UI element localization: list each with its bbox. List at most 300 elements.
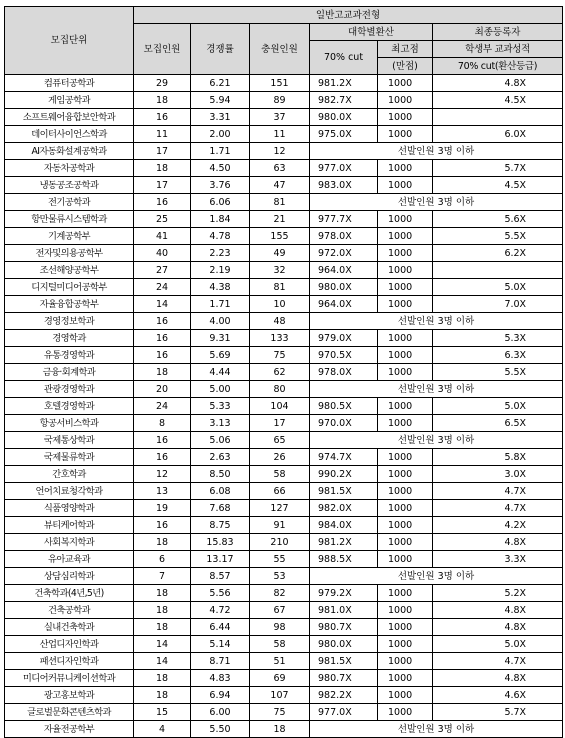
max-cell: 1000 bbox=[378, 415, 433, 432]
ratio-cell: 5.33 bbox=[191, 398, 250, 415]
table-row bbox=[5, 364, 563, 381]
cut70-cell: 970.0X bbox=[310, 415, 378, 432]
max-cell: 1000 bbox=[378, 704, 433, 721]
cut70-cell: 981.5X bbox=[310, 483, 378, 500]
max-cell: 1000 bbox=[378, 517, 433, 534]
header-max-line2: (만점) bbox=[378, 58, 433, 75]
max-cell: 1000 bbox=[378, 330, 433, 347]
quota-cell: 24 bbox=[134, 398, 191, 415]
note-cell: 선발인원 3명 이하 bbox=[310, 313, 563, 330]
table-row bbox=[5, 228, 563, 245]
ratio-cell: 2.19 bbox=[191, 262, 250, 279]
dept-cell: 산업디자인학과 bbox=[5, 636, 134, 653]
ratio-cell: 6.44 bbox=[191, 619, 250, 636]
quota-cell: 27 bbox=[134, 262, 191, 279]
final-cut-cell: 4.7X bbox=[433, 653, 563, 670]
table-row bbox=[5, 687, 563, 704]
max-cell: 1000 bbox=[378, 109, 433, 126]
max-cell: 1000 bbox=[378, 262, 433, 279]
final-cut-cell: 4.8X bbox=[433, 75, 563, 92]
dept-cell: 유아교육과 bbox=[5, 551, 134, 568]
max-cell: 1000 bbox=[378, 534, 433, 551]
table-row bbox=[5, 415, 563, 432]
filled-cell: 69 bbox=[250, 670, 310, 687]
filled-cell: 98 bbox=[250, 619, 310, 636]
quota-cell: 16 bbox=[134, 194, 191, 211]
max-cell: 1000 bbox=[378, 92, 433, 109]
ratio-cell: 2.00 bbox=[191, 126, 250, 143]
final-cut-cell: 5.2X bbox=[433, 585, 563, 602]
max-cell: 1000 bbox=[378, 398, 433, 415]
cut70-cell: 972.0X bbox=[310, 245, 378, 262]
cut70-cell: 981.2X bbox=[310, 534, 378, 551]
max-cell: 1000 bbox=[378, 364, 433, 381]
admissions-table-container bbox=[4, 6, 563, 738]
table-row bbox=[5, 262, 563, 279]
note-cell: 선발인원 3명 이하 bbox=[310, 194, 563, 211]
ratio-cell: 6.94 bbox=[191, 687, 250, 704]
ratio-cell: 1.71 bbox=[191, 296, 250, 313]
filled-cell: 155 bbox=[250, 228, 310, 245]
ratio-cell: 5.50 bbox=[191, 721, 250, 738]
ratio-cell: 4.50 bbox=[191, 160, 250, 177]
cut70-cell: 982.2X bbox=[310, 687, 378, 704]
dept-cell: 컴퓨터공학과 bbox=[5, 75, 134, 92]
cut70-cell: 980.0X bbox=[310, 636, 378, 653]
table-row bbox=[5, 347, 563, 364]
quota-cell: 18 bbox=[134, 534, 191, 551]
cut70-cell: 977.0X bbox=[310, 160, 378, 177]
cut70-cell: 982.7X bbox=[310, 92, 378, 109]
quota-cell: 6 bbox=[134, 551, 191, 568]
quota-cell: 14 bbox=[134, 653, 191, 670]
quota-cell: 4 bbox=[134, 721, 191, 738]
ratio-cell: 3.13 bbox=[191, 415, 250, 432]
ratio-cell: 3.76 bbox=[191, 177, 250, 194]
max-cell: 1000 bbox=[378, 75, 433, 92]
final-cut-cell: 4.7X bbox=[433, 500, 563, 517]
filled-cell: 48 bbox=[250, 313, 310, 330]
filled-cell: 12 bbox=[250, 143, 310, 160]
ratio-cell: 2.23 bbox=[191, 245, 250, 262]
table-row bbox=[5, 126, 563, 143]
cut70-cell: 979.0X bbox=[310, 330, 378, 347]
admissions-results-table bbox=[4, 6, 563, 738]
table-row bbox=[5, 534, 563, 551]
dept-cell: 유통경영학과 bbox=[5, 347, 134, 364]
max-cell: 1000 bbox=[378, 296, 433, 313]
final-cut-cell bbox=[433, 262, 563, 279]
quota-cell: 25 bbox=[134, 211, 191, 228]
table-row bbox=[5, 313, 563, 330]
max-cell: 1000 bbox=[378, 466, 433, 483]
final-cut-cell: 3.3X bbox=[433, 551, 563, 568]
quota-cell: 20 bbox=[134, 381, 191, 398]
dept-cell: 상담심리학과 bbox=[5, 568, 134, 585]
header-converted: 대학별환산 bbox=[310, 24, 433, 41]
cut70-cell: 980.7X bbox=[310, 670, 378, 687]
ratio-cell: 8.57 bbox=[191, 568, 250, 585]
dept-cell: 경영정보학과 bbox=[5, 313, 134, 330]
dept-cell: 호텔경영학과 bbox=[5, 398, 134, 415]
cut70-cell: 988.5X bbox=[310, 551, 378, 568]
max-cell: 1000 bbox=[378, 602, 433, 619]
dept-cell: 항공서비스학과 bbox=[5, 415, 134, 432]
filled-cell: 58 bbox=[250, 466, 310, 483]
dept-cell: 사회복지학과 bbox=[5, 534, 134, 551]
note-cell: 선발인원 3명 이하 bbox=[310, 721, 563, 738]
quota-cell: 18 bbox=[134, 619, 191, 636]
quota-cell: 7 bbox=[134, 568, 191, 585]
note-cell: 선발인원 3명 이하 bbox=[310, 381, 563, 398]
cut70-cell: 964.0X bbox=[310, 262, 378, 279]
cut70-cell: 977.7X bbox=[310, 211, 378, 228]
quota-cell: 18 bbox=[134, 160, 191, 177]
cut70-cell: 980.7X bbox=[310, 619, 378, 636]
final-cut-cell: 4.8X bbox=[433, 670, 563, 687]
dept-cell: 전자및의용공학부 bbox=[5, 245, 134, 262]
quota-cell: 13 bbox=[134, 483, 191, 500]
table-row bbox=[5, 636, 563, 653]
ratio-cell: 5.56 bbox=[191, 585, 250, 602]
table-row bbox=[5, 296, 563, 313]
final-cut-cell: 5.8X bbox=[433, 449, 563, 466]
cut70-cell: 983.0X bbox=[310, 177, 378, 194]
filled-cell: 62 bbox=[250, 364, 310, 381]
dept-cell: 경영학과 bbox=[5, 330, 134, 347]
table-row bbox=[5, 704, 563, 721]
cut70-cell: 979.2X bbox=[310, 585, 378, 602]
ratio-cell: 15.83 bbox=[191, 534, 250, 551]
quota-cell: 18 bbox=[134, 687, 191, 704]
cut70-cell: 981.0X bbox=[310, 602, 378, 619]
filled-cell: 10 bbox=[250, 296, 310, 313]
max-cell: 1000 bbox=[378, 245, 433, 262]
dept-cell: 건축학과(4년,5년) bbox=[5, 585, 134, 602]
final-cut-cell: 3.0X bbox=[433, 466, 563, 483]
ratio-cell: 5.94 bbox=[191, 92, 250, 109]
dept-cell: 기계공학부 bbox=[5, 228, 134, 245]
ratio-cell: 9.31 bbox=[191, 330, 250, 347]
table-row bbox=[5, 279, 563, 296]
header-final-line2: 학생부 교과성적 bbox=[433, 41, 563, 58]
final-cut-cell: 6.5X bbox=[433, 415, 563, 432]
filled-cell: 80 bbox=[250, 381, 310, 398]
cut70-cell: 981.2X bbox=[310, 75, 378, 92]
max-cell: 1000 bbox=[378, 228, 433, 245]
quota-cell: 16 bbox=[134, 109, 191, 126]
filled-cell: 53 bbox=[250, 568, 310, 585]
filled-cell: 17 bbox=[250, 415, 310, 432]
filled-cell: 82 bbox=[250, 585, 310, 602]
filled-cell: 133 bbox=[250, 330, 310, 347]
ratio-cell: 2.63 bbox=[191, 449, 250, 466]
final-cut-cell: 5.3X bbox=[433, 330, 563, 347]
dept-cell: 국제물류학과 bbox=[5, 449, 134, 466]
final-cut-cell: 5.0X bbox=[433, 636, 563, 653]
header-final-line3: 70% cut(환산등급) bbox=[433, 58, 563, 75]
ratio-cell: 5.14 bbox=[191, 636, 250, 653]
table-row bbox=[5, 143, 563, 160]
note-cell: 선발인원 3명 이하 bbox=[310, 432, 563, 449]
quota-cell: 18 bbox=[134, 670, 191, 687]
quota-cell: 41 bbox=[134, 228, 191, 245]
dept-cell: AI자동화설계공학과 bbox=[5, 143, 134, 160]
dept-cell: 언어치료청각학과 bbox=[5, 483, 134, 500]
cut70-cell: 970.5X bbox=[310, 347, 378, 364]
cut70-cell: 964.0X bbox=[310, 296, 378, 313]
ratio-cell: 4.38 bbox=[191, 279, 250, 296]
filled-cell: 91 bbox=[250, 517, 310, 534]
ratio-cell: 4.83 bbox=[191, 670, 250, 687]
dept-cell: 관광경영학과 bbox=[5, 381, 134, 398]
dept-cell: 전기공학과 bbox=[5, 194, 134, 211]
final-cut-cell: 5.7X bbox=[433, 160, 563, 177]
ratio-cell: 6.08 bbox=[191, 483, 250, 500]
max-cell: 1000 bbox=[378, 211, 433, 228]
filled-cell: 67 bbox=[250, 602, 310, 619]
filled-cell: 21 bbox=[250, 211, 310, 228]
ratio-cell: 6.00 bbox=[191, 704, 250, 721]
table-row bbox=[5, 670, 563, 687]
cut70-cell: 980.0X bbox=[310, 279, 378, 296]
quota-cell: 29 bbox=[134, 75, 191, 92]
dept-cell: 게임공학과 bbox=[5, 92, 134, 109]
filled-cell: 63 bbox=[250, 160, 310, 177]
filled-cell: 47 bbox=[250, 177, 310, 194]
quota-cell: 16 bbox=[134, 330, 191, 347]
dept-cell: 금융·회계학과 bbox=[5, 364, 134, 381]
filled-cell: 81 bbox=[250, 279, 310, 296]
table-row bbox=[5, 92, 563, 109]
filled-cell: 210 bbox=[250, 534, 310, 551]
table-row bbox=[5, 602, 563, 619]
dept-cell: 건축공학과 bbox=[5, 602, 134, 619]
final-cut-cell: 6.2X bbox=[433, 245, 563, 262]
dept-cell: 광고홍보학과 bbox=[5, 687, 134, 704]
ratio-cell: 4.78 bbox=[191, 228, 250, 245]
max-cell: 1000 bbox=[378, 449, 433, 466]
quota-cell: 16 bbox=[134, 313, 191, 330]
filled-cell: 58 bbox=[250, 636, 310, 653]
ratio-cell: 6.21 bbox=[191, 75, 250, 92]
quota-cell: 14 bbox=[134, 296, 191, 313]
final-cut-cell bbox=[433, 109, 563, 126]
ratio-cell: 1.84 bbox=[191, 211, 250, 228]
cut70-cell: 984.0X bbox=[310, 517, 378, 534]
filled-cell: 51 bbox=[250, 653, 310, 670]
final-cut-cell: 5.0X bbox=[433, 279, 563, 296]
table-row bbox=[5, 483, 563, 500]
quota-cell: 16 bbox=[134, 449, 191, 466]
dept-cell: 디지털미디어공학부 bbox=[5, 279, 134, 296]
header-max-line1: 최고점 bbox=[378, 41, 433, 58]
cut70-cell: 974.7X bbox=[310, 449, 378, 466]
max-cell: 1000 bbox=[378, 653, 433, 670]
dept-cell: 실내건축학과 bbox=[5, 619, 134, 636]
max-cell: 1000 bbox=[378, 636, 433, 653]
table-row bbox=[5, 568, 563, 585]
cut70-cell: 978.0X bbox=[310, 228, 378, 245]
quota-cell: 18 bbox=[134, 585, 191, 602]
ratio-cell: 6.06 bbox=[191, 194, 250, 211]
max-cell: 1000 bbox=[378, 483, 433, 500]
filled-cell: 81 bbox=[250, 194, 310, 211]
table-row bbox=[5, 330, 563, 347]
table-row bbox=[5, 381, 563, 398]
filled-cell: 89 bbox=[250, 92, 310, 109]
ratio-cell: 8.50 bbox=[191, 466, 250, 483]
max-cell: 1000 bbox=[378, 177, 433, 194]
header-group: 일반고교과전형 bbox=[134, 7, 563, 24]
table-row bbox=[5, 653, 563, 670]
cut70-cell: 980.5X bbox=[310, 398, 378, 415]
ratio-cell: 4.72 bbox=[191, 602, 250, 619]
final-cut-cell: 4.5X bbox=[433, 92, 563, 109]
dept-cell: 조선해양공학부 bbox=[5, 262, 134, 279]
final-cut-cell: 4.5X bbox=[433, 177, 563, 194]
max-cell: 1000 bbox=[378, 279, 433, 296]
dept-cell: 미디어커뮤니케이션학과 bbox=[5, 670, 134, 687]
table-body bbox=[5, 75, 563, 738]
filled-cell: 66 bbox=[250, 483, 310, 500]
dept-cell: 국제통상학과 bbox=[5, 432, 134, 449]
quota-cell: 14 bbox=[134, 636, 191, 653]
ratio-cell: 8.71 bbox=[191, 653, 250, 670]
final-cut-cell: 6.3X bbox=[433, 347, 563, 364]
table-row bbox=[5, 585, 563, 602]
cut70-cell: 990.2X bbox=[310, 466, 378, 483]
ratio-cell: 3.31 bbox=[191, 109, 250, 126]
table-row bbox=[5, 500, 563, 517]
filled-cell: 127 bbox=[250, 500, 310, 517]
table-row bbox=[5, 449, 563, 466]
final-cut-cell: 5.0X bbox=[433, 398, 563, 415]
quota-cell: 15 bbox=[134, 704, 191, 721]
max-cell: 1000 bbox=[378, 347, 433, 364]
quota-cell: 40 bbox=[134, 245, 191, 262]
dept-cell: 뷰티케어학과 bbox=[5, 517, 134, 534]
final-cut-cell: 4.6X bbox=[433, 687, 563, 704]
dept-cell: 자율융합공학부 bbox=[5, 296, 134, 313]
table-row bbox=[5, 109, 563, 126]
final-cut-cell: 5.5X bbox=[433, 364, 563, 381]
filled-cell: 75 bbox=[250, 704, 310, 721]
ratio-cell: 1.71 bbox=[191, 143, 250, 160]
max-cell: 1000 bbox=[378, 551, 433, 568]
table-row bbox=[5, 619, 563, 636]
max-cell: 1000 bbox=[378, 585, 433, 602]
dept-cell: 항만물류시스템학과 bbox=[5, 211, 134, 228]
table-row bbox=[5, 75, 563, 92]
filled-cell: 65 bbox=[250, 432, 310, 449]
dept-cell: 냉동공조공학과 bbox=[5, 177, 134, 194]
header-quota: 모집인원 bbox=[134, 24, 191, 75]
quota-cell: 17 bbox=[134, 143, 191, 160]
quota-cell: 8 bbox=[134, 415, 191, 432]
filled-cell: 75 bbox=[250, 347, 310, 364]
dept-cell: 글로벌문화콘텐츠학과 bbox=[5, 704, 134, 721]
ratio-cell: 13.17 bbox=[191, 551, 250, 568]
ratio-cell: 5.00 bbox=[191, 381, 250, 398]
dept-cell: 간호학과 bbox=[5, 466, 134, 483]
table-row bbox=[5, 398, 563, 415]
cut70-cell: 977.0X bbox=[310, 704, 378, 721]
ratio-cell: 5.69 bbox=[191, 347, 250, 364]
table-row bbox=[5, 160, 563, 177]
cut70-cell: 975.0X bbox=[310, 126, 378, 143]
final-cut-cell: 4.7X bbox=[433, 483, 563, 500]
quota-cell: 16 bbox=[134, 517, 191, 534]
filled-cell: 32 bbox=[250, 262, 310, 279]
header-cut70: 70% cut bbox=[310, 41, 378, 75]
final-cut-cell: 5.7X bbox=[433, 704, 563, 721]
filled-cell: 151 bbox=[250, 75, 310, 92]
ratio-cell: 4.00 bbox=[191, 313, 250, 330]
table-row bbox=[5, 432, 563, 449]
cut70-cell: 981.5X bbox=[310, 653, 378, 670]
max-cell: 1000 bbox=[378, 126, 433, 143]
dept-cell: 소프트웨어융합보안학과 bbox=[5, 109, 134, 126]
quota-cell: 12 bbox=[134, 466, 191, 483]
dept-cell: 자율전공학부 bbox=[5, 721, 134, 738]
table-row bbox=[5, 245, 563, 262]
dept-cell: 패션디자인학과 bbox=[5, 653, 134, 670]
ratio-cell: 7.68 bbox=[191, 500, 250, 517]
table-row bbox=[5, 721, 563, 738]
dept-cell: 데이터사이언스학과 bbox=[5, 126, 134, 143]
filled-cell: 107 bbox=[250, 687, 310, 704]
final-cut-cell: 5.5X bbox=[433, 228, 563, 245]
ratio-cell: 5.06 bbox=[191, 432, 250, 449]
dept-cell: 자동차공학과 bbox=[5, 160, 134, 177]
filled-cell: 49 bbox=[250, 245, 310, 262]
quota-cell: 17 bbox=[134, 177, 191, 194]
final-cut-cell: 6.0X bbox=[433, 126, 563, 143]
cut70-cell: 978.0X bbox=[310, 364, 378, 381]
filled-cell: 11 bbox=[250, 126, 310, 143]
final-cut-cell: 7.0X bbox=[433, 296, 563, 313]
filled-cell: 55 bbox=[250, 551, 310, 568]
max-cell: 1000 bbox=[378, 160, 433, 177]
header-final-line1: 최종등록자 bbox=[433, 24, 563, 41]
quota-cell: 18 bbox=[134, 92, 191, 109]
table-row bbox=[5, 551, 563, 568]
table-row bbox=[5, 211, 563, 228]
final-cut-cell: 4.8X bbox=[433, 534, 563, 551]
table-row bbox=[5, 194, 563, 211]
max-cell: 1000 bbox=[378, 500, 433, 517]
quota-cell: 16 bbox=[134, 432, 191, 449]
filled-cell: 26 bbox=[250, 449, 310, 466]
quota-cell: 11 bbox=[134, 126, 191, 143]
quota-cell: 18 bbox=[134, 364, 191, 381]
dept-cell: 식품영양학과 bbox=[5, 500, 134, 517]
final-cut-cell: 4.8X bbox=[433, 619, 563, 636]
filled-cell: 37 bbox=[250, 109, 310, 126]
quota-cell: 24 bbox=[134, 279, 191, 296]
quota-cell: 16 bbox=[134, 347, 191, 364]
table-row bbox=[5, 177, 563, 194]
table-header bbox=[5, 7, 563, 75]
header-unit: 모집단위 bbox=[5, 7, 134, 75]
max-cell: 1000 bbox=[378, 619, 433, 636]
final-cut-cell: 4.8X bbox=[433, 602, 563, 619]
filled-cell: 18 bbox=[250, 721, 310, 738]
filled-cell: 104 bbox=[250, 398, 310, 415]
ratio-cell: 8.75 bbox=[191, 517, 250, 534]
quota-cell: 19 bbox=[134, 500, 191, 517]
